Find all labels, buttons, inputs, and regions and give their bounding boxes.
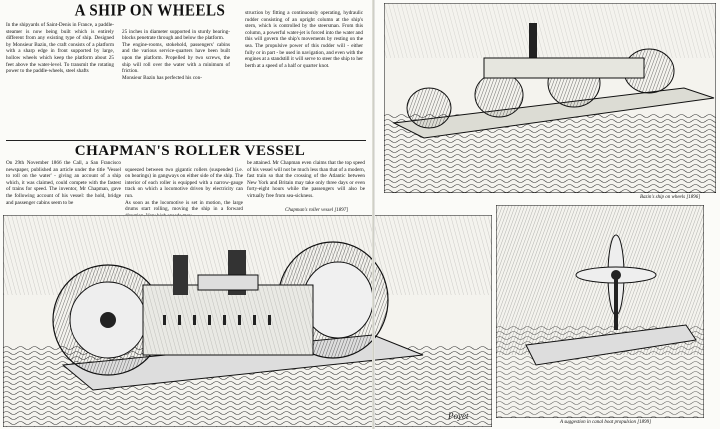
caption-canal-boat: A suggestion in canal boat propulsion [1899]	[560, 420, 652, 425]
article1-col1: In the shipyards of Saint-Denis in France, a paddle-steamer is now being built which is entirely different from any existing type of ship. Designed by Monsieur Bazin, the craft consists of a platform with a sharp edge in front supported by large, hollow wheels which keep the platform about 25 feet above the water-level. To transmit the rotating power to the paddle-wheels, steel shafts	[6, 22, 114, 75]
page-fold	[372, 0, 375, 429]
artist-signature: Poyet	[448, 411, 469, 421]
article1-col3: struction by fitting a continuously operating, hydraulic rudder consisting of an upright column at the ship's stern, which is controlled by the steersman. From this column, a powerful water-jet is forced into the water and this will govern the ship's movements by resting on the sea. The propulsive power of this rudder will - either fully or in part - be used in navigation, and even with the engines at a standstill it will serve to steer the ship to her berth at a speed of a half or quarter knot.	[245, 10, 364, 69]
canal-boat-propulsion-engraving	[496, 205, 704, 418]
title-chapmans-roller-vessel: CHAPMAN'S ROLLER VESSEL	[74, 143, 306, 159]
bazin-ship-engraving	[384, 3, 716, 193]
article2-col3: be attained. Mr Chapman even claims that the top speed of his vessel will not be much less than that of a modern, fast train so that the crossing of the Atlantic between New York and Britain may take only three days or even forty-eight hours while the passengers will also be virtually free from sea-sickness.	[247, 160, 365, 199]
title-ship-on-wheels: A SHIP ON WHEELS	[74, 2, 226, 20]
article2-col1: On 29th November 1866 the Call, a San Francisco newspaper, published an article under the title 'Vessel to roll on the water' - giving an account of a ship which, it was claimed, could compete with the fastest of trains for speed. The inventor, Mr Chapman, gave the following account of his vessel: the hold, bridge and passenger cabins seem to be	[6, 160, 121, 206]
chapman-roller-vessel-engraving	[3, 215, 492, 427]
caption-bazin-ship: Bazin's ship on wheels [1896]	[640, 195, 701, 200]
divider-rule	[6, 140, 366, 141]
article1-col2: 25 inches in diameter supported in sturdy bearing-blocks penetrate through and below the platform. The engine-rooms, stokehold, passengers' cabins and the various service-quarters have been built upon the platform. Propelled by two screws, the ship will roll over the water with a minimum of friction. Monsieur Bazin has perfected his con-	[122, 28, 230, 81]
caption-chapman-roller-vessel: Chapman's roller vessel [1897]	[285, 208, 349, 213]
article2-col2: squeezed between two gigantic rollers (suspended (i.e. on bearings) in gangways on either side of the ship. The interior of each roller is equipped with a narrow-gauge track on which a locomotive driven by electricity can run. As soon as the locomotive is set in motion, the large drums start rolling, moving the ship in a forward	[125, 166, 243, 213]
